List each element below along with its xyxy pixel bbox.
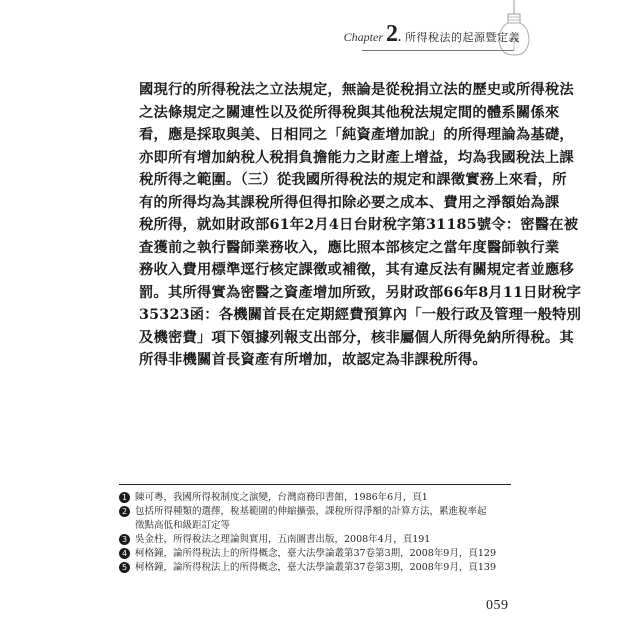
footnote-text: 吳金柱，所得稅法之理論與實用，五南圖書出版，2008年4月，頁191 <box>135 534 431 545</box>
footnote-marker: 1 <box>119 492 130 503</box>
footnote-marker: 4 <box>119 548 130 559</box>
body-line: 之法條規定之關連性以及從所得稅與其他稅法規定間的體系關係來 <box>139 104 560 121</box>
footnote-item <box>119 533 519 547</box>
page-number: 059 <box>486 598 509 613</box>
running-header <box>344 22 520 46</box>
chapter-dot: . <box>398 30 401 44</box>
body-line: 35323函：各機關首長在定期經費預算內「一般行政及管理一般特別 <box>139 307 582 323</box>
footnote-text: 柯格鐘，論所得稅法上的所得概念，臺大法學論叢第37卷第3期，2008年9月，頁129 <box>135 548 496 559</box>
footnote-text: 柯格鐘，論所得稅法上的所得概念，臺大法學論叢第37卷第3期，2008年9月，頁139 <box>135 562 496 573</box>
footnote-marker: 3 <box>119 534 130 545</box>
footnote-text: 包括所得種類的選擇，稅基範圍的伸縮擴張，課稅所得淨額的計算方法，累進稅率起 <box>135 506 487 517</box>
body-line: 稅所得之範圍。（三）從我國所得稅法的規定和課徵實務上來看，所 <box>139 172 567 188</box>
body-line: 稅所得，就如財政部61年2月4日台財稅字第31185號令：密醫在被 <box>139 217 579 233</box>
footnotes <box>119 491 519 575</box>
footnote-item <box>119 505 519 533</box>
body-line: 查獲前之執行醫師業務收入，應比照本部核定之當年度醫師執行業 <box>139 239 560 256</box>
header-divider <box>362 50 514 51</box>
body-line: 有的所得均為其課稅所得但得扣除必要之成本、費用之淨額始為課 <box>139 194 560 211</box>
chapter-label: Chapter <box>343 30 383 44</box>
body-line: 罰。其所得實為密醫之資產增加所致，另財政部66年8月11日財稅字 <box>139 284 582 301</box>
chapter-title: 所得稅法的起源暨定義 <box>405 31 520 44</box>
footnote-text: 陳可粵，我國所得稅制度之演變，台灣商務印書館，1986年6月，頁1 <box>135 492 428 503</box>
body-line: 亦即所有增加納稅人稅捐負擔能力之財產上增益，均為我國稅法上課 <box>139 149 574 166</box>
body-paragraph <box>139 79 582 372</box>
footnote-marker: 2 <box>119 506 130 517</box>
footnote-item <box>119 547 519 561</box>
footnote-item <box>119 561 519 575</box>
body-line: 所得非機關首長資產有所增加，故認定為非課稅所得。 <box>139 352 487 368</box>
footnote-item <box>119 491 519 505</box>
footnote-text-wrapper <box>135 505 519 533</box>
footnote-text-continued: 徵點高低和級距訂定等 <box>135 520 231 531</box>
body-line: 及機密費」項下領據列報支出部分，核非屬個人所得免納所得稅。其 <box>139 329 574 346</box>
body-line: 看，應是採取與美、日相同之「純資產增加說」的所得理論為基礎， <box>139 127 574 143</box>
body-line: 國現行的所得稅法之立法規定，無論是從稅捐立法的歷史或所得稅法 <box>139 82 574 98</box>
chapter-number: 2 <box>386 21 398 47</box>
footnote-marker: 5 <box>119 562 130 573</box>
footnote-divider <box>119 484 511 485</box>
body-line: 務收入費用標準逕行核定課徵或補徵，其有違反法有關規定者並應移 <box>139 262 574 278</box>
